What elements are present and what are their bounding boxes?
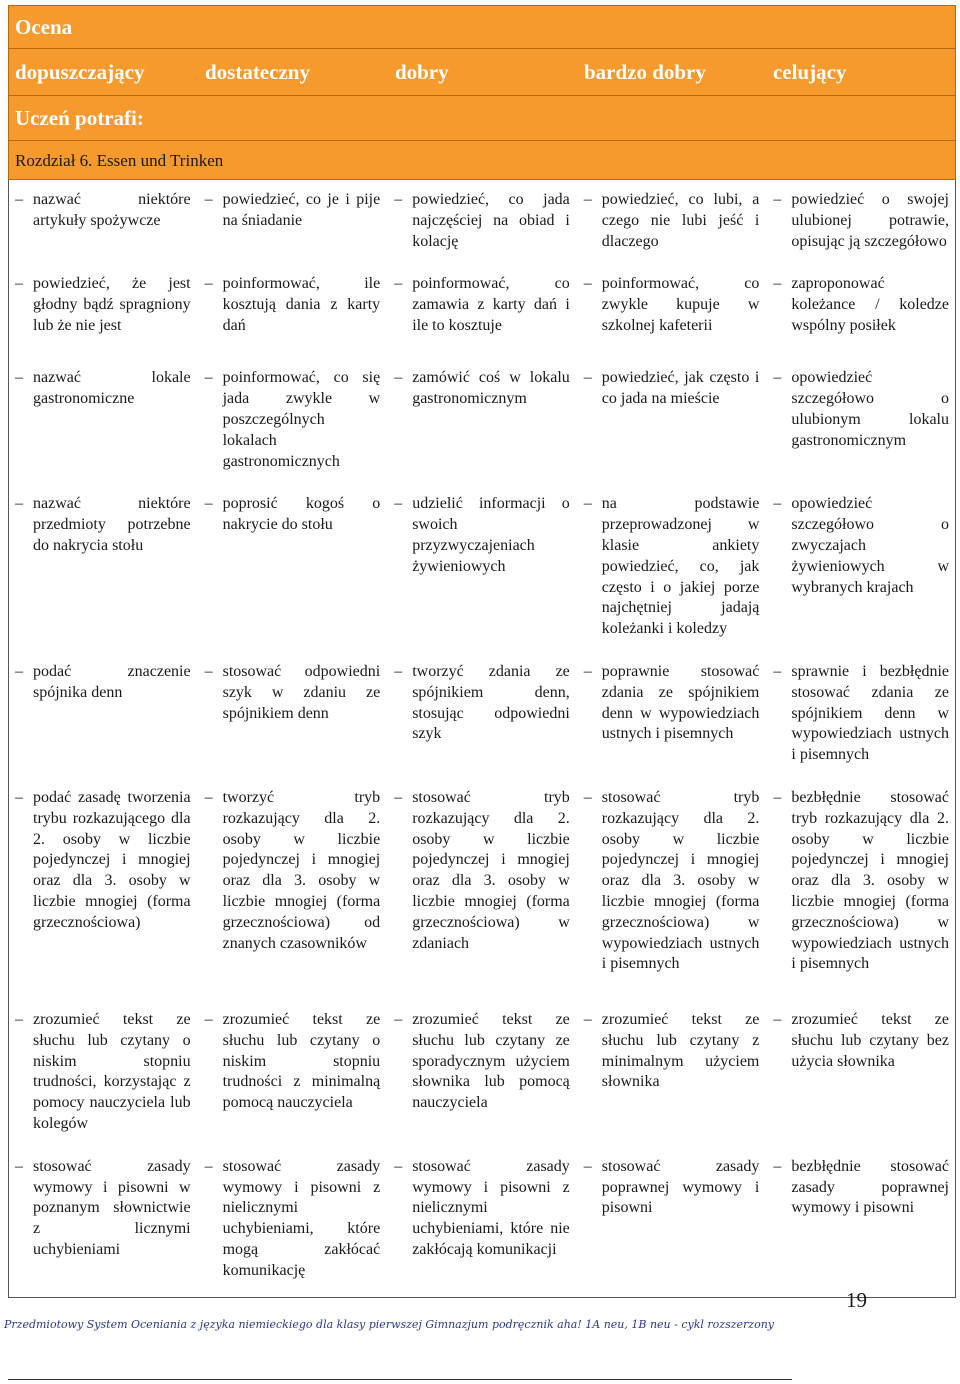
- criteria-text: powiedzieć, co je i pije na śniadanie: [222, 191, 381, 229]
- criteria-cell: [199, 264, 389, 358]
- dash-bullet: –: [773, 275, 782, 293]
- criteria-text: powiedzieć, że jest głodny bądź spragniony lub że nie jest: [33, 275, 191, 334]
- criteria-table-body: [9, 180, 957, 1297]
- criteria-item: [205, 788, 381, 954]
- criteria-item: [584, 274, 760, 336]
- criteria-text: powiedzieć, co lubi, a czego nie lubi jeść i dlaczego: [601, 191, 760, 250]
- criteria-text: na podstawie przeprowadzonej w klasie ankiety powiedzieć, co, jak często i o jakiej porze najchętniej jadają koleżanki i koledzy: [601, 495, 760, 638]
- criteria-item: [773, 368, 949, 451]
- dash-bullet: –: [583, 191, 592, 208]
- criteria-row: [9, 778, 957, 1000]
- criteria-text: stosować tryb rozkazujący dla 2. osoby w liczbie pojedynczej i mnogiej oraz dla 3. osoby w liczbie mnogiej (forma grzecznościowa) w zdaniach: [412, 788, 570, 952]
- criteria-cell: [9, 358, 199, 484]
- dash-bullet: –: [204, 275, 213, 293]
- criteria-text: poinformować, co zwykle kupuje w szkolnej kafeterii: [601, 275, 760, 334]
- criteria-item: [584, 788, 760, 975]
- grade-level-4: bardzo dobry: [583, 59, 706, 84]
- criteria-item: [15, 1157, 191, 1261]
- criteria-text: stosować zasady poprawnej wymowy i pisowni: [601, 1157, 760, 1217]
- criteria-text: zaproponować koleżance / koledze wspólny posiłek: [791, 275, 949, 334]
- dash-bullet: –: [773, 369, 782, 387]
- criteria-cell: [199, 180, 389, 264]
- criteria-text: nazwać niektóre przedmioty potrzebne do nakrycia stołu: [33, 495, 191, 554]
- criteria-row: [9, 1147, 957, 1297]
- criteria-item: [394, 788, 570, 954]
- criteria-item: [773, 274, 949, 336]
- criteria-row: [9, 1000, 957, 1147]
- criteria-text: powiedzieć o swojej ulubionej potrawie, opisując ją szczegółowo: [791, 191, 949, 250]
- criteria-cell: [9, 180, 199, 264]
- criteria-text: sprawnie i bezbłędnie stosować zdania ze spójnikiem denn w wypowiedziach ustnych i pisemnych: [791, 662, 949, 764]
- criteria-cell: [767, 778, 957, 1000]
- dash-bullet: –: [394, 369, 403, 387]
- dash-bullet: –: [204, 495, 213, 513]
- page-footer: Przedmiotowy System Oceniania z języka niemieckiego dla klasy pierwszej Gimnazjum podręcznik aha! 1A neu, 1B neu - cykl rozszerzony: [4, 1318, 774, 1331]
- criteria-item: [773, 1157, 949, 1219]
- criteria-cell: [199, 652, 389, 778]
- criteria-table: [9, 180, 957, 1297]
- criteria-item: [205, 1157, 381, 1282]
- criteria-text: zrozumieć tekst ze słuchu lub czytany bez użycia słownika: [791, 1010, 949, 1070]
- criteria-cell: [578, 778, 768, 1000]
- criteria-item: [15, 788, 191, 934]
- criteria-item: [205, 662, 381, 724]
- criteria-text: zrozumieć tekst ze słuchu lub czytany o niskim stopniu trudności z minimalną pomocą nauczyciela: [222, 1010, 381, 1112]
- criteria-cell: [388, 180, 578, 264]
- criteria-cell: [388, 1000, 578, 1147]
- criteria-cell: [578, 358, 768, 484]
- criteria-text: udzielić informacji o swoich przyzwyczajeniach żywieniowych: [412, 495, 570, 575]
- criteria-cell: [578, 180, 768, 264]
- criteria-row: [9, 652, 957, 778]
- grading-header: [8, 5, 956, 180]
- criteria-cell: [9, 264, 199, 358]
- criteria-text: stosować zasady wymowy i pisowni z nielicznymi uchybieniami, które mogą zakłócać komunikację: [222, 1157, 381, 1279]
- dash-bullet: –: [773, 662, 782, 680]
- dash-bullet: –: [583, 495, 592, 513]
- criteria-item: [15, 274, 191, 336]
- criteria-text: zamówić coś w lokalu gastronomicznym: [412, 369, 570, 408]
- criteria-item: [205, 1010, 381, 1114]
- dash-bullet: –: [394, 191, 403, 208]
- dash-bullet: –: [773, 495, 782, 513]
- criteria-item: [584, 1010, 760, 1093]
- criteria-cell: [767, 1147, 957, 1297]
- dash-bullet: –: [204, 1157, 213, 1175]
- dash-bullet: –: [15, 495, 23, 513]
- criteria-item: [584, 368, 760, 410]
- dash-bullet: –: [15, 662, 23, 680]
- criteria-item: [394, 662, 570, 745]
- criteria-item: [773, 190, 949, 252]
- criteria-item: [394, 190, 570, 252]
- criteria-cell: [578, 484, 768, 652]
- criteria-text: tworzyć tryb rozkazujący dla 2. osoby w liczbie pojedynczej i mnogiej oraz dla 3. osoby w liczbie mnogiej (forma grzecznościowa) od znanych czasowników: [222, 788, 381, 952]
- criteria-cell: [199, 778, 389, 1000]
- criteria-item: [584, 1157, 760, 1219]
- grade-level-2: dostateczny: [204, 59, 310, 84]
- criteria-item: [394, 368, 570, 410]
- criteria-text: nazwać lokale gastronomiczne: [33, 369, 191, 408]
- criteria-cell: [388, 1147, 578, 1297]
- criteria-text: zrozumieć tekst ze słuchu lub czytany z minimalnym użyciem słownika: [601, 1010, 760, 1091]
- criteria-cell: [388, 264, 578, 358]
- criteria-cell: [578, 1147, 768, 1297]
- criteria-text: bezbłędnie stosować zasady poprawnej wymowy i pisowni: [791, 1157, 949, 1217]
- dash-bullet: –: [204, 191, 213, 208]
- criteria-cell: [199, 1000, 389, 1147]
- dash-bullet: –: [15, 788, 23, 806]
- header-subtitle: Uczeń potrafi:: [9, 96, 955, 141]
- dash-bullet: –: [583, 662, 592, 680]
- page-number: 19: [846, 1288, 867, 1312]
- dash-bullet: –: [204, 788, 213, 806]
- criteria-item: [773, 494, 949, 598]
- dash-bullet: –: [15, 275, 23, 293]
- criteria-cell: [9, 1000, 199, 1147]
- criteria-text: poinformować, ile kosztują dania z karty dań: [222, 275, 381, 334]
- grade-level-1: dopuszczający: [15, 59, 145, 84]
- grade-levels-row: [9, 49, 955, 96]
- criteria-text: poprawnie stosować zdania ze spójnikiem denn w wypowiedziach ustnych i pisemnych: [601, 662, 760, 743]
- header-title: Ocena: [9, 6, 955, 49]
- dash-bullet: –: [773, 1010, 782, 1028]
- criteria-cell: [767, 652, 957, 778]
- criteria-text: stosować odpowiedni szyk w zdaniu ze spójnikiem denn: [222, 662, 381, 722]
- criteria-cell: [578, 1000, 768, 1147]
- criteria-item: [584, 190, 760, 252]
- dash-bullet: –: [15, 1157, 23, 1175]
- dash-bullet: –: [773, 788, 782, 806]
- criteria-cell: [767, 358, 957, 484]
- dash-bullet: –: [583, 275, 592, 293]
- dash-bullet: –: [583, 1157, 592, 1175]
- dash-bullet: –: [394, 788, 403, 806]
- criteria-item: [15, 1010, 191, 1135]
- dash-bullet: –: [583, 1010, 592, 1028]
- criteria-text: stosować zasady wymowy i pisowni z nielicznymi uchybieniami, które nie zakłócają komunikacji: [412, 1157, 570, 1258]
- criteria-text: zrozumieć tekst ze słuchu lub czytany ze sporadycznym użyciem słownika lub pomocą nauczyciela: [412, 1010, 570, 1112]
- criteria-text: poprosić kogoś o nakrycie do stołu: [222, 495, 381, 534]
- dash-bullet: –: [583, 369, 592, 387]
- dash-bullet: –: [394, 662, 403, 680]
- dash-bullet: –: [394, 1010, 403, 1028]
- criteria-text: stosować tryb rozkazujący dla 2. osoby w liczbie pojedynczej i mnogiej oraz dla 3. osoby w liczbie mnogiej (forma grzecznościowa) w wypowiedziach ustnych i pisemnych: [601, 788, 760, 973]
- footer-rule: [8, 1379, 792, 1380]
- criteria-text: opowiedzieć szczegółowo o ulubionym lokalu gastronomicznym: [791, 369, 949, 449]
- criteria-cell: [767, 264, 957, 358]
- dash-bullet: –: [394, 275, 403, 293]
- criteria-item: [205, 274, 381, 336]
- criteria-text: podać zasadę tworzenia trybu rozkazującego dla 2. osoby w liczbie pojedynczej i mnogiej oraz dla 3. osoby w liczbie mnogiej (forma grzecznościowa): [33, 788, 191, 931]
- criteria-cell: [388, 778, 578, 1000]
- criteria-item: [394, 274, 570, 336]
- criteria-item: [773, 1010, 949, 1072]
- criteria-cell: [578, 264, 768, 358]
- criteria-cell: [9, 1147, 199, 1297]
- criteria-cell: [9, 652, 199, 778]
- dash-bullet: –: [15, 369, 23, 387]
- grade-level-3: dobry: [394, 59, 449, 84]
- evaluation-document: [8, 5, 956, 1298]
- criteria-item: [15, 368, 191, 410]
- dash-bullet: –: [583, 788, 592, 806]
- criteria-row: [9, 180, 957, 264]
- criteria-table-frame: [8, 180, 956, 1298]
- dash-bullet: –: [773, 191, 782, 208]
- criteria-item: [15, 190, 191, 232]
- dash-bullet: –: [773, 1157, 782, 1175]
- criteria-text: powiedzieć, jak często i co jada na mieście: [601, 369, 760, 408]
- chapter-title: Rozdział 6. Essen und Trinken: [9, 141, 955, 179]
- criteria-cell: [199, 484, 389, 652]
- criteria-row: [9, 358, 957, 484]
- criteria-text: zrozumieć tekst ze słuchu lub czytany o niskim stopniu trudności, korzystając z pomocy nauczyciela lub kolegów: [33, 1010, 191, 1132]
- criteria-row: [9, 264, 957, 358]
- criteria-text: poinformować, co się jada zwykle w poszczególnych lokalach gastronomicznych: [222, 369, 381, 470]
- grade-level-5: celujący: [772, 59, 847, 84]
- criteria-text: bezbłędnie stosować tryb rozkazujący dla 2. osoby w liczbie pojedynczej i mnogiej oraz dla 3. osoby w liczbie mnogiej (forma grzecznościowa) w wypowiedziach ustnych i pisemnych: [791, 788, 949, 973]
- criteria-cell: [767, 180, 957, 264]
- criteria-item: [394, 1157, 570, 1261]
- criteria-cell: [767, 1000, 957, 1147]
- criteria-item: [773, 788, 949, 975]
- dash-bullet: –: [15, 1010, 23, 1028]
- criteria-cell: [9, 778, 199, 1000]
- criteria-item: [205, 190, 381, 232]
- criteria-cell: [767, 484, 957, 652]
- criteria-item: [584, 494, 760, 640]
- dash-bullet: –: [15, 191, 23, 208]
- criteria-text: nazwać niektóre artykuły spożywcze: [33, 191, 191, 229]
- criteria-text: opowiedzieć szczegółowo o zwyczajach żywieniowych w wybranych krajach: [791, 495, 949, 596]
- criteria-cell: [388, 484, 578, 652]
- criteria-item: [773, 662, 949, 766]
- criteria-item: [15, 494, 191, 556]
- criteria-item: [205, 494, 381, 536]
- criteria-item: [394, 494, 570, 577]
- criteria-item: [394, 1010, 570, 1114]
- criteria-cell: [9, 484, 199, 652]
- criteria-item: [205, 368, 381, 472]
- criteria-text: powiedzieć, co jada najczęściej na obiad i kolację: [412, 191, 570, 250]
- dash-bullet: –: [204, 1010, 213, 1028]
- criteria-text: podać znaczenie spójnika denn: [33, 662, 191, 701]
- criteria-cell: [199, 1147, 389, 1297]
- criteria-cell: [388, 358, 578, 484]
- criteria-text: stosować zasady wymowy i pisowni w poznanym słownictwie z licznymi uchybieniami: [33, 1157, 191, 1258]
- dash-bullet: –: [394, 495, 403, 513]
- criteria-text: poinformować, co zamawia z karty dań i ile to kosztuje: [412, 275, 570, 334]
- dash-bullet: –: [394, 1157, 403, 1175]
- criteria-cell: [199, 358, 389, 484]
- dash-bullet: –: [204, 369, 213, 387]
- criteria-cell: [388, 652, 578, 778]
- dash-bullet: –: [204, 662, 213, 680]
- criteria-row: [9, 484, 957, 652]
- criteria-item: [15, 662, 191, 704]
- criteria-text: tworzyć zdania ze spójnikiem denn, stosując odpowiedni szyk: [412, 662, 570, 743]
- criteria-cell: [578, 652, 768, 778]
- criteria-item: [584, 662, 760, 745]
